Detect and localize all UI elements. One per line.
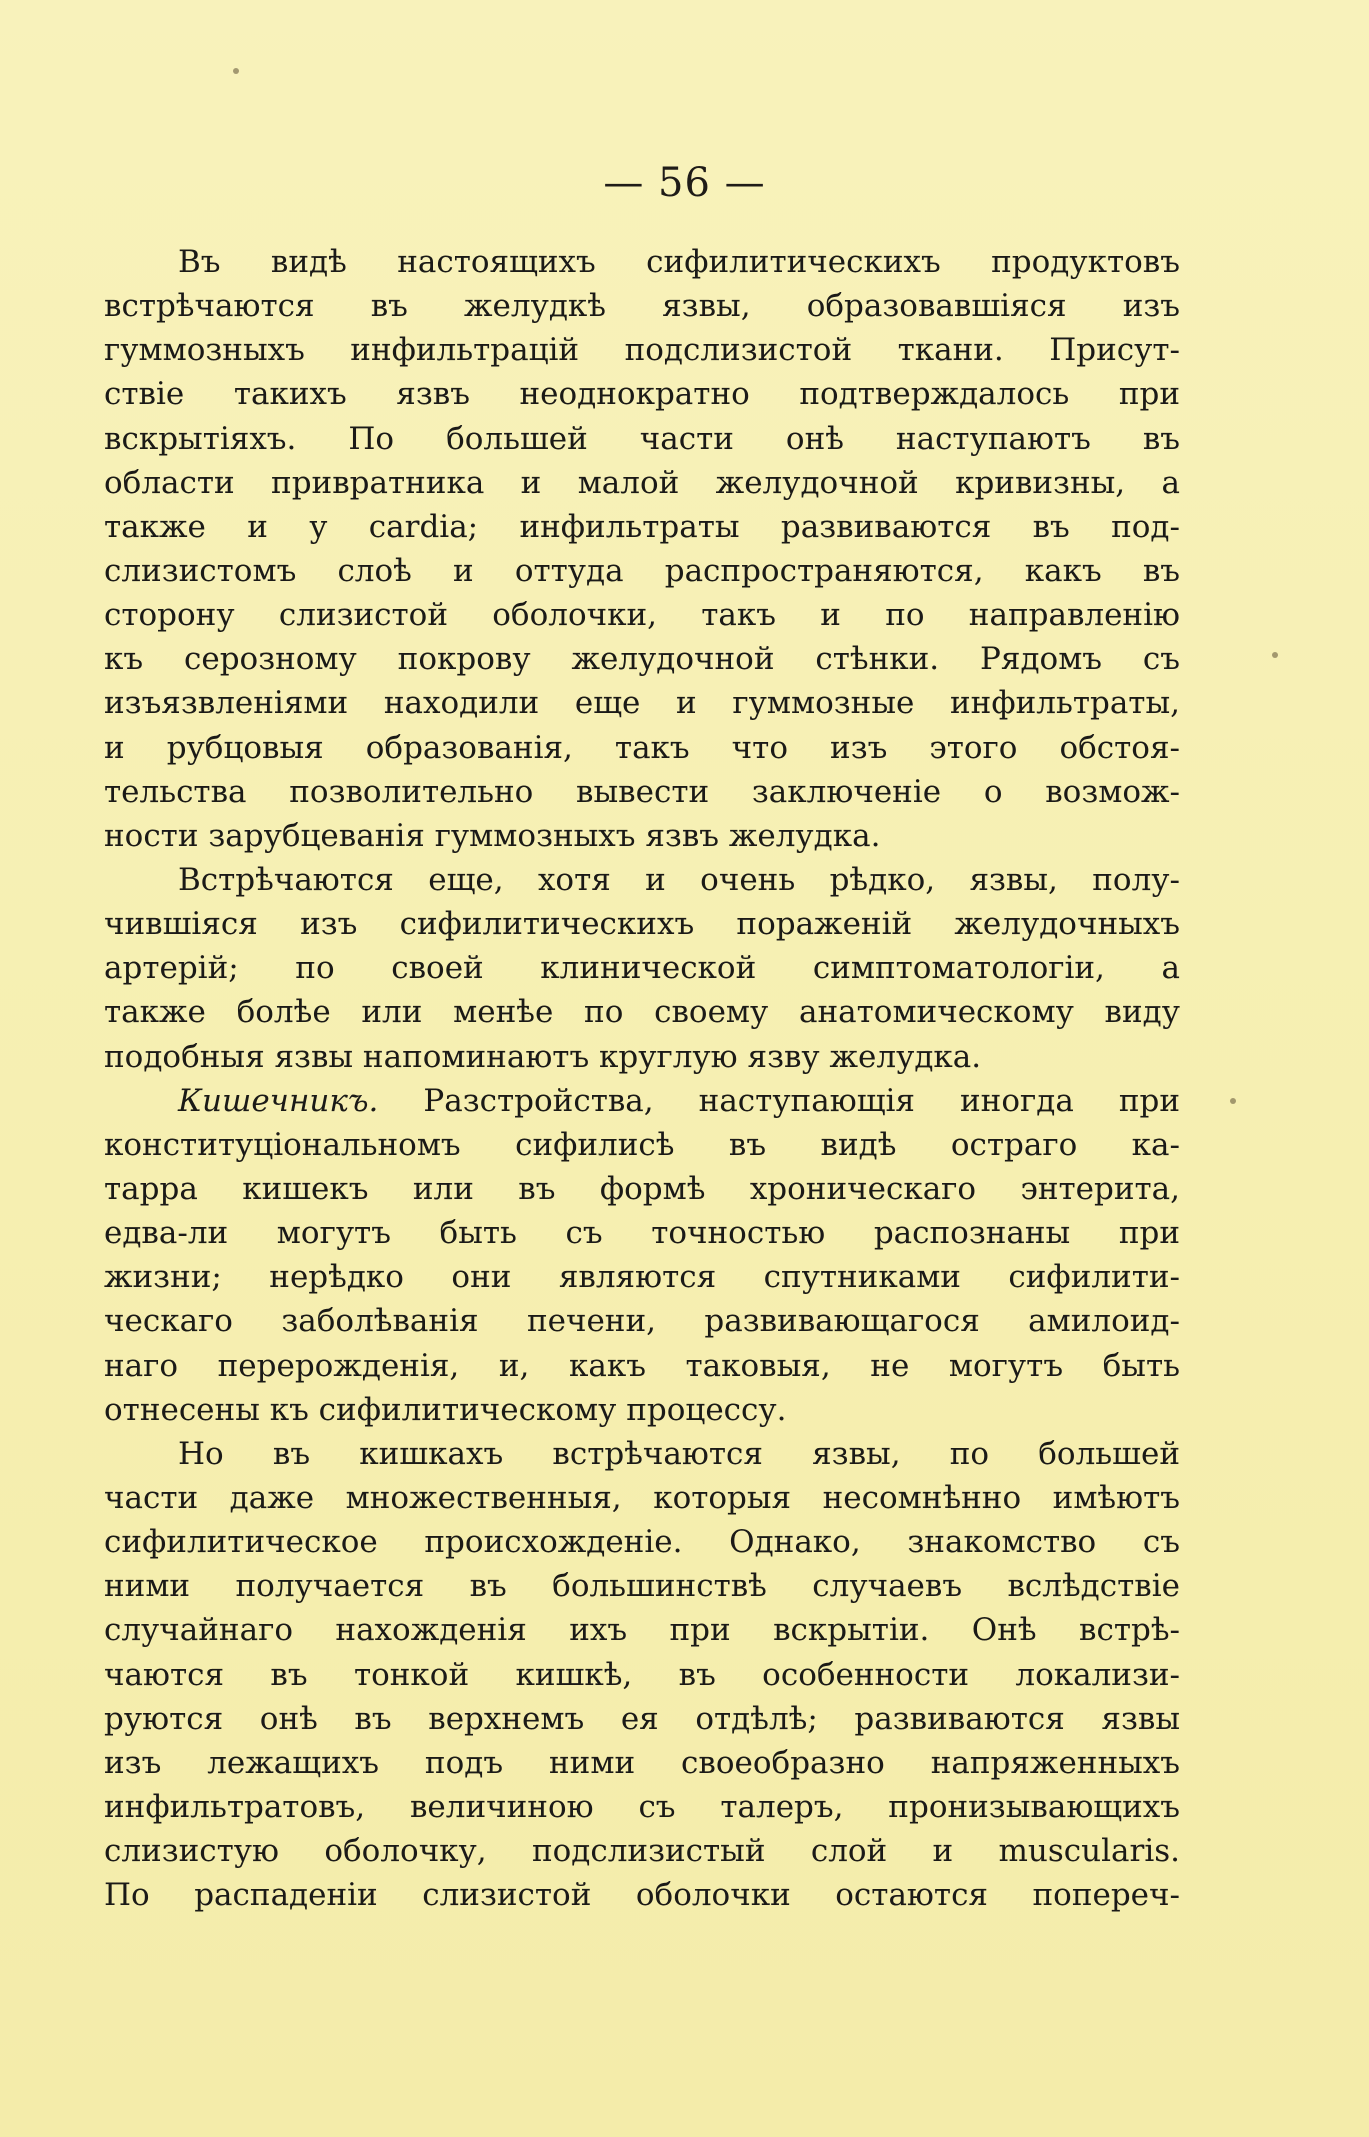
text-line: Но въ кишкахъ встрѣчаются язвы, по большей [178,1435,1180,1472]
text-line: гуммозныхъ инфильтрацій подслизистой ткани. Присут- [104,332,1180,369]
text-line: конституціональномъ сифилисѣ въ видѣ остраго ка- [104,1126,1180,1163]
text-line: руются онѣ въ верхнемъ ея отдѣлѣ; развиваются язвы [104,1700,1180,1737]
text-line: ними получается въ большинствѣ случаевъ вслѣдствіе [104,1568,1180,1605]
text-line: ствіе такихъ язвъ неоднократно подтверждалось при [104,376,1180,413]
text-line: инфильтратовъ, величиною съ талеръ, пронизывающихъ [104,1788,1180,1825]
text-line: тельства позволительно вывести заключеніе о возмож- [104,773,1180,810]
text-line: ческаго заболѣванія печени, развивающагося амилоид- [104,1303,1180,1340]
text-line: сифилитическое происхожденіе. Однако, знакомство съ [104,1524,1180,1561]
paper-speck [1272,652,1278,658]
paper-speck [233,68,239,74]
section-heading-kishechnik: Кишечникъ. [178,1082,379,1119]
text-line: чаются въ тонкой кишкѣ, въ особенности локализи- [104,1656,1180,1693]
paper-speck [1230,1098,1236,1104]
text-line: также и у cardia; инфильтраты развиваются въ под- [104,508,1180,545]
text-line: отнесены къ сифилитическому процессу. [104,1391,787,1428]
text-line: случайнаго нахожденія ихъ при вскрытіи. Онѣ встрѣ- [104,1612,1180,1649]
text-line: также болѣе или менѣе по своему анатомическому виду [104,994,1180,1031]
text-line: наго перерожденія, и, какъ таковыя, не могутъ быть [104,1347,1180,1384]
text-line: изъязвленіями находили еще и гуммозные инфильтраты, [104,685,1180,722]
page-number: — 56 — [603,160,766,206]
text-line: По распаденіи слизистой оболочки остаются попереч- [104,1877,1180,1914]
text-line: Встрѣчаются еще, хотя и очень рѣдко, язвы, полу- [178,861,1180,898]
text-line-continuation: Разстройства, наступающія иногда при [423,1082,1180,1119]
text-line: артерій; по своей клинической симптоматологіи, а [104,950,1180,987]
text-line: сторону слизистой оболочки, такъ и по направленію [104,597,1180,634]
text-line: ности зарубцеванія гуммозныхъ язвъ желудка. [104,817,881,854]
text-line: чившіяся изъ сифилитическихъ пораженій желудочныхъ [104,906,1180,943]
text-line: вскрытіяхъ. По большей части онѣ наступаютъ въ [104,420,1180,457]
text-line: области привратника и малой желудочной кривизны, а [104,464,1180,501]
text-line: Въ видѣ настоящихъ сифилитическихъ продуктовъ [178,244,1180,280]
text-line: встрѣчаются въ желудкѣ язвы, образовавшіяся изъ [104,288,1180,325]
text-line: къ серозному покрову желудочной стѣнки. Рядомъ съ [104,641,1180,678]
text-line: изъ лежащихъ подъ ними своеобразно напряженныхъ [104,1744,1180,1781]
text-line: слизистомъ слоѣ и оттуда распространяются, какъ въ [104,552,1180,589]
text-line: тарра кишекъ или въ формѣ хроническаго энтерита, [104,1170,1180,1207]
text-line: слизистую оболочку, подслизистый слой и muscularis. [104,1833,1180,1870]
text-line: части даже множественныя, которыя несомнѣнно имѣютъ [104,1479,1180,1516]
text-line: подобныя язвы напоминаютъ круглую язву желудка. [104,1038,982,1075]
text-line: и рубцовыя образованія, такъ что изъ этого обстоя- [104,729,1180,766]
body-text [104,240,1180,1917]
text-line-with-heading [104,1079,1180,1123]
text-line: жизни; нерѣдко они являются спутниками сифилити- [104,1259,1180,1296]
text-line: едва-ли могутъ быть съ точностью распознаны при [104,1215,1180,1252]
